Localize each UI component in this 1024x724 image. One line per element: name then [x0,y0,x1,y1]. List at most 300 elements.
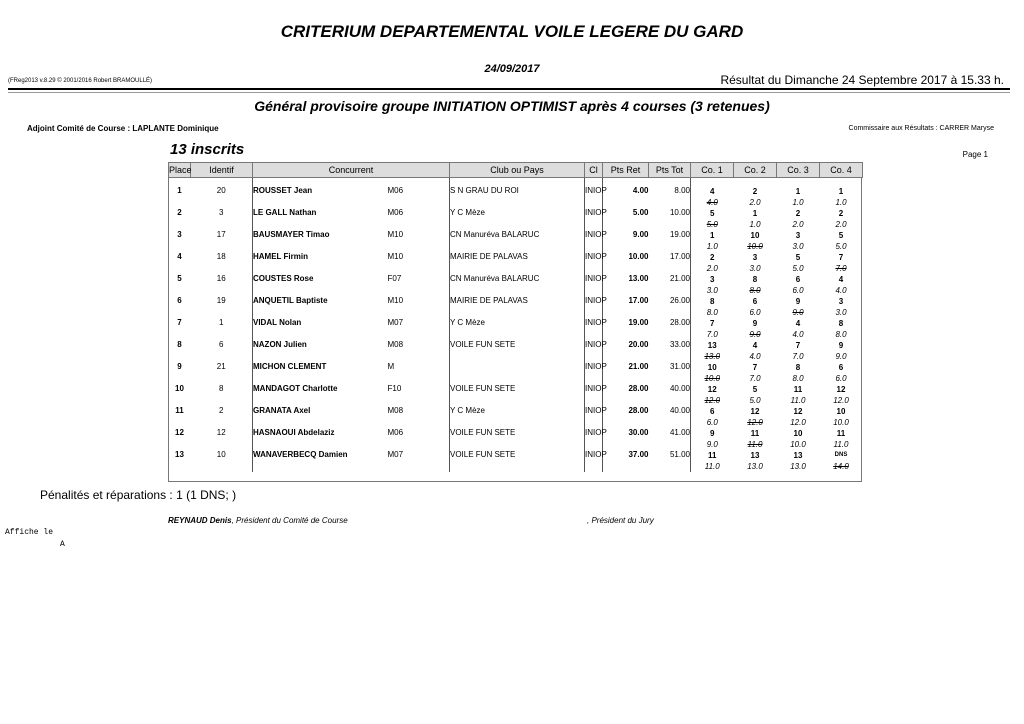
race-2-cell [734,230,777,252]
race-1-cell [691,340,734,362]
race-points-discarded: 5.0 [706,220,718,229]
race-rank: 4 [710,187,715,196]
identif-cell: 10 [216,450,226,459]
race-rank: 2 [752,187,758,196]
identif-cell: 17 [216,230,226,239]
page-number: Page 1 [962,150,988,159]
header-place: Place [169,163,191,178]
race-points: 8.0 [706,308,718,317]
concurrent-name-cell: NAZON Julien [253,340,388,362]
race-points: 8.0 [792,374,804,383]
club-cell: VOILE FUN SETE [450,428,585,450]
club-cell: VOILE FUN SETE [450,450,585,472]
category-cell: M06 [387,428,404,437]
race-rank: 10 [707,363,717,372]
race-1-cell [691,428,734,450]
race-points: 11.0 [833,440,849,449]
concurrent-name-cell: LE GALL Nathan [253,208,388,230]
race-points: 4.0 [835,286,847,295]
race-2-cell [734,296,777,318]
race-3-cell [777,230,820,252]
header-pts-tot: Pts Tot [649,163,691,178]
class-cell: INIOP [585,428,603,450]
concurrent-name-cell: COUSTES Rose [253,274,388,296]
race-1-cell [691,274,734,296]
race-1-cell [691,406,734,428]
pts-tot-cell: 26.00 [649,296,691,318]
race-3-cell [777,384,820,406]
race-rank: 6 [795,275,801,284]
race-rank: 13 [750,451,760,460]
race-rank: 12 [793,407,803,416]
race-rank: 2 [795,209,801,218]
race-3-cell [777,428,820,450]
race-points: 8.0 [835,330,847,339]
identif-cell: 8 [219,384,224,393]
race-points-discarded: 9.0 [749,330,761,339]
table-row [169,340,863,362]
race-2-cell [734,178,777,209]
race-1-cell [691,208,734,230]
race-points: 3.0 [706,286,718,295]
race-points-discarded: 12.0 [747,418,763,427]
identif-cell: 12 [216,428,226,437]
concurrent-name-cell: MANDAGOT Charlotte [253,384,388,406]
pts-tot-cell: 19.00 [649,230,691,252]
race-points-discarded: 9.0 [792,308,804,317]
race-points-discarded: 11.0 [747,440,763,449]
class-cell: INIOP [585,318,603,340]
table-row [169,252,863,274]
race-1-cell [691,178,734,209]
race-4-cell [820,450,863,472]
table-row [169,318,863,340]
race-1-cell [691,384,734,406]
concurrent-name-cell: HAMEL Firmin [253,252,388,274]
race-3-cell [777,296,820,318]
place-cell: 4 [177,252,182,261]
race-points: 1.0 [749,220,761,229]
race-rank: 11 [793,385,803,394]
results-table [168,162,863,472]
race-3-cell [777,178,820,209]
pts-tot-cell: 33.00 [649,340,691,362]
concurrent-name-cell: GRANATA Axel [253,406,388,428]
race-4-cell [820,230,863,252]
pts-ret-cell: 13.00 [603,274,649,296]
race-3-cell [777,252,820,274]
table-row [169,208,863,230]
race-1-cell [691,362,734,384]
race-1-cell [691,252,734,274]
race-points-discarded: 7.0 [835,264,847,273]
category-cell: M10 [387,252,404,261]
race-rank: 2 [838,209,844,218]
place-cell: 9 [177,362,182,371]
adjoint-comite: Adjoint Comité de Course : LAPLANTE Dominique [27,124,219,133]
table-body [169,178,863,473]
race-points: 3.0 [835,308,847,317]
race-rank: 3 [795,231,801,240]
race-2-cell [734,318,777,340]
race-rank: 6 [838,363,844,372]
club-cell [450,362,585,384]
pts-tot-cell: 51.00 [649,450,691,472]
race-4-cell [820,208,863,230]
race-rank: 9 [838,341,844,350]
affiche-a: A [60,540,65,549]
race-rank: 12 [836,385,846,394]
category-cell: M07 [387,318,404,327]
race-rank: 1 [710,231,715,240]
race-rank: DNS [834,452,848,458]
race-3-cell [777,274,820,296]
header-co2: Co. 2 [734,163,777,178]
table-row [169,230,863,252]
race-points-discarded: 8.0 [749,286,761,295]
race-rank: 8 [752,275,758,284]
race-points: 10.0 [790,440,806,449]
race-rank: 8 [795,363,801,372]
race-points: 5.0 [792,264,804,273]
category-cell: M07 [387,450,404,459]
commissaire-resultats: Commissaire aux Résultats : CARRER Maryse [848,125,994,132]
class-cell: INIOP [585,296,603,318]
event-date: 24/09/2017 [484,63,540,75]
race-1-cell [691,318,734,340]
race-2-cell [734,362,777,384]
place-cell: 8 [177,340,182,349]
race-rank: 3 [710,275,715,284]
race-points: 2.0 [792,220,804,229]
race-rank: 7 [838,253,844,262]
president-comite-name: REYNAUD Denis [168,516,232,525]
penalites-text: Pénalités et réparations : 1 (1 DNS; ) [40,488,237,502]
category-cell: M06 [387,208,404,217]
race-points: 4.0 [749,352,761,361]
race-2-cell [734,340,777,362]
race-2-cell [734,406,777,428]
race-rank: 10 [750,231,760,240]
race-rank: 8 [710,297,715,306]
pts-ret-cell: 28.00 [603,384,649,406]
race-2-cell [734,428,777,450]
class-cell: INIOP [585,406,603,428]
race-rank: 1 [795,187,801,196]
class-cell: INIOP [585,230,603,252]
race-rank: 13 [707,341,717,350]
class-cell: INIOP [585,384,603,406]
pts-ret-cell: 9.00 [603,230,649,252]
race-2-cell [734,208,777,230]
race-points: 12.0 [833,396,849,405]
pts-ret-cell: 20.00 [603,340,649,362]
race-3-cell [777,406,820,428]
table-row [169,450,863,472]
identif-cell: 21 [216,362,226,371]
club-cell: MAIRIE DE PALAVAS [450,296,585,318]
category-cell: F07 [387,274,402,283]
pts-tot-cell: 17.00 [649,252,691,274]
table-row [169,296,863,318]
race-rank: 4 [795,319,801,328]
race-rank: 7 [752,363,758,372]
pts-ret-cell: 30.00 [603,428,649,450]
race-rank: 9 [752,319,758,328]
header-rule-thin [8,92,1010,93]
race-points: 12.0 [790,418,806,427]
place-cell: 11 [175,406,184,415]
race-points: 6.0 [835,374,847,383]
race-points: 9.0 [706,440,718,449]
race-4-cell [820,318,863,340]
race-1-cell [691,450,734,472]
identif-cell: 16 [216,274,226,283]
race-points: 9.0 [835,352,847,361]
race-rank: 1 [752,209,758,218]
pts-tot-cell: 21.00 [649,274,691,296]
race-4-cell [820,296,863,318]
race-rank: 11 [708,451,717,460]
race-rank: 3 [752,253,758,262]
ranking-subtitle: Général provisoire groupe INITIATION OPTIMIST après 4 courses (3 retenues) [254,98,770,114]
place-cell: 6 [177,296,182,305]
header-cl: Cl [585,163,603,178]
race-3-cell [777,362,820,384]
table-row [169,384,863,406]
president-jury-signature: , Président du Jury [587,516,654,525]
pts-ret-cell: 17.00 [603,296,649,318]
race-rank: 9 [795,297,801,306]
race-rank: 3 [838,297,844,306]
race-points: 2.0 [706,264,718,273]
identif-cell: 2 [219,406,224,415]
race-1-cell [691,296,734,318]
category-cell: M10 [387,296,404,305]
race-4-cell [820,406,863,428]
inscrits-count: 13 inscrits [170,141,245,158]
race-rank: 11 [836,429,846,438]
table-header-row [169,163,863,178]
race-points: 11.0 [704,462,720,471]
header-rule [8,88,1010,90]
race-4-cell [820,362,863,384]
race-points: 6.0 [706,418,718,427]
race-points: 7.0 [792,352,804,361]
pts-ret-cell: 10.00 [603,252,649,274]
place-cell: 2 [177,208,182,217]
class-cell: INIOP [585,178,603,209]
club-cell: VOILE FUN SETE [450,384,585,406]
document-title: CRITERIUM DEPARTEMENTAL VOILE LEGERE DU GARD [280,22,744,41]
race-points-discarded: 14.0 [833,462,849,471]
race-4-cell [820,428,863,450]
club-cell: VOILE FUN SETE [450,340,585,362]
category-cell: M10 [387,230,404,239]
class-cell: INIOP [585,340,603,362]
race-4-cell [820,340,863,362]
place-cell: 12 [175,428,184,437]
pts-tot-cell: 10.00 [649,208,691,230]
race-rank: 2 [710,253,715,262]
pts-tot-cell: 28.00 [649,318,691,340]
race-4-cell [820,178,863,209]
club-cell: Y C Mèze [450,406,585,428]
race-points: 7.0 [706,330,718,339]
concurrent-name-cell: BAUSMAYER Timao [253,230,388,252]
race-2-cell [734,252,777,274]
race-4-cell [820,274,863,296]
race-3-cell [777,450,820,472]
president-comite-signature [168,516,348,525]
race-points: 7.0 [749,374,761,383]
race-points: 13.0 [790,462,806,471]
class-cell: INIOP [585,450,603,472]
race-points: 10.0 [833,418,849,427]
race-1-cell [691,230,734,252]
concurrent-name-cell: ANQUETIL Baptiste [253,296,388,318]
race-points: 4.0 [792,330,804,339]
race-points-discarded: 13.0 [704,352,721,361]
race-rank: 10 [836,407,846,416]
table-row [169,274,863,296]
category-cell: F10 [387,384,402,393]
concurrent-name-cell: VIDAL Nolan [253,318,388,340]
race-rank: 12 [707,385,717,394]
race-2-cell [734,384,777,406]
race-points: 13.0 [747,462,763,471]
identif-cell: 20 [216,186,226,195]
race-rank: 7 [795,341,801,350]
category-cell: M06 [387,186,404,195]
table-row [169,428,863,450]
race-rank: 7 [710,319,715,328]
race-rank: 1 [838,187,844,196]
race-4-cell [820,252,863,274]
race-rank: 5 [710,209,715,218]
race-points: 1.0 [706,242,718,251]
race-rank: 4 [752,341,758,350]
pts-tot-cell: 40.00 [649,384,691,406]
class-cell: INIOP [585,208,603,230]
race-rank: 12 [750,407,760,416]
class-cell: INIOP [585,362,603,384]
class-cell: INIOP [585,274,603,296]
header-co1: Co. 1 [691,163,734,178]
pts-tot-cell: 8.00 [649,178,691,209]
race-rank: 11 [750,429,760,438]
category-cell: M08 [387,406,404,415]
place-cell: 7 [177,318,182,327]
identif-cell: 18 [216,252,226,261]
header-pts-ret: Pts Ret [603,163,649,178]
pts-ret-cell: 37.00 [603,450,649,472]
identif-cell: 19 [216,296,226,305]
race-points: 3.0 [749,264,761,273]
club-cell: CN Manuréva BALARUC [450,230,585,252]
identif-cell: 3 [219,208,224,217]
concurrent-name-cell: MICHON CLEMENT [253,362,388,384]
place-cell: 3 [177,230,182,239]
table-row [169,178,863,209]
race-rank: 5 [838,231,844,240]
pts-ret-cell: 28.00 [603,406,649,428]
place-cell: 1 [177,186,182,195]
race-points: 2.0 [749,198,761,207]
race-3-cell [777,340,820,362]
pts-tot-cell: 40.00 [649,406,691,428]
race-rank: 10 [793,429,803,438]
race-points: 6.0 [792,286,804,295]
category-cell: M08 [387,340,404,349]
race-2-cell [734,450,777,472]
software-credit: (FReg2013 v.8.29 © 2001/2016 Robert BRAMOULLÉ) [8,78,153,84]
concurrent-name-cell: ROUSSET Jean [253,178,388,209]
club-cell: CN Manuréva BALARUC [450,274,585,296]
race-points: 11.0 [790,396,806,405]
pts-ret-cell: 21.00 [603,362,649,384]
race-points: 5.0 [835,242,847,251]
race-rank: 4 [838,275,844,284]
affiche-le: Affiche le [5,528,54,537]
race-rank: 8 [838,319,844,328]
header-co3: Co. 3 [777,163,820,178]
race-points-discarded: 12.0 [704,396,721,405]
race-rank: 13 [793,451,803,460]
club-cell: S N GRAU DU ROI [450,178,585,209]
class-cell: INIOP [585,252,603,274]
header-concurrent: Concurrent [253,163,450,178]
club-cell: Y C Mèze [450,208,585,230]
race-points: 1.0 [835,198,847,207]
race-points: 5.0 [749,396,761,405]
concurrent-name-cell: HASNAOUI Abdelaziz [253,428,388,450]
pts-tot-cell: 41.00 [649,428,691,450]
table-row [169,406,863,428]
pts-tot-cell: 31.00 [649,362,691,384]
identif-cell: 6 [219,340,224,349]
place-cell: 13 [175,450,184,459]
club-cell: MAIRIE DE PALAVAS [450,252,585,274]
table-row [169,362,863,384]
race-points: 3.0 [792,242,804,251]
race-points-discarded: 10.0 [747,242,763,251]
race-3-cell [777,318,820,340]
race-rank: 5 [752,385,758,394]
race-points-discarded: 10.0 [704,374,721,383]
race-rank: 9 [710,429,715,438]
place-cell: 10 [175,384,184,393]
race-points: 2.0 [835,220,847,229]
concurrent-name-cell: WANAVERBECQ Damien [253,450,388,472]
place-cell: 5 [177,274,182,283]
race-rank: 6 [752,297,758,306]
race-rank: 5 [795,253,801,262]
result-timestamp: Résultat du Dimanche 24 Septembre 2017 à 15.33 h. [720,73,1004,87]
header-co4: Co. 4 [820,163,863,178]
race-3-cell [777,208,820,230]
pts-ret-cell: 19.00 [603,318,649,340]
race-4-cell [820,384,863,406]
category-cell: M [387,362,395,371]
race-points: 6.0 [749,308,761,317]
header-club: Club ou Pays [450,163,585,178]
pts-ret-cell: 4.00 [603,178,649,209]
race-points-discarded: 4.0 [706,198,718,207]
president-comite-role: , Président du Comité de Course [231,516,348,525]
pts-ret-cell: 5.00 [603,208,649,230]
identif-cell: 1 [219,318,224,327]
